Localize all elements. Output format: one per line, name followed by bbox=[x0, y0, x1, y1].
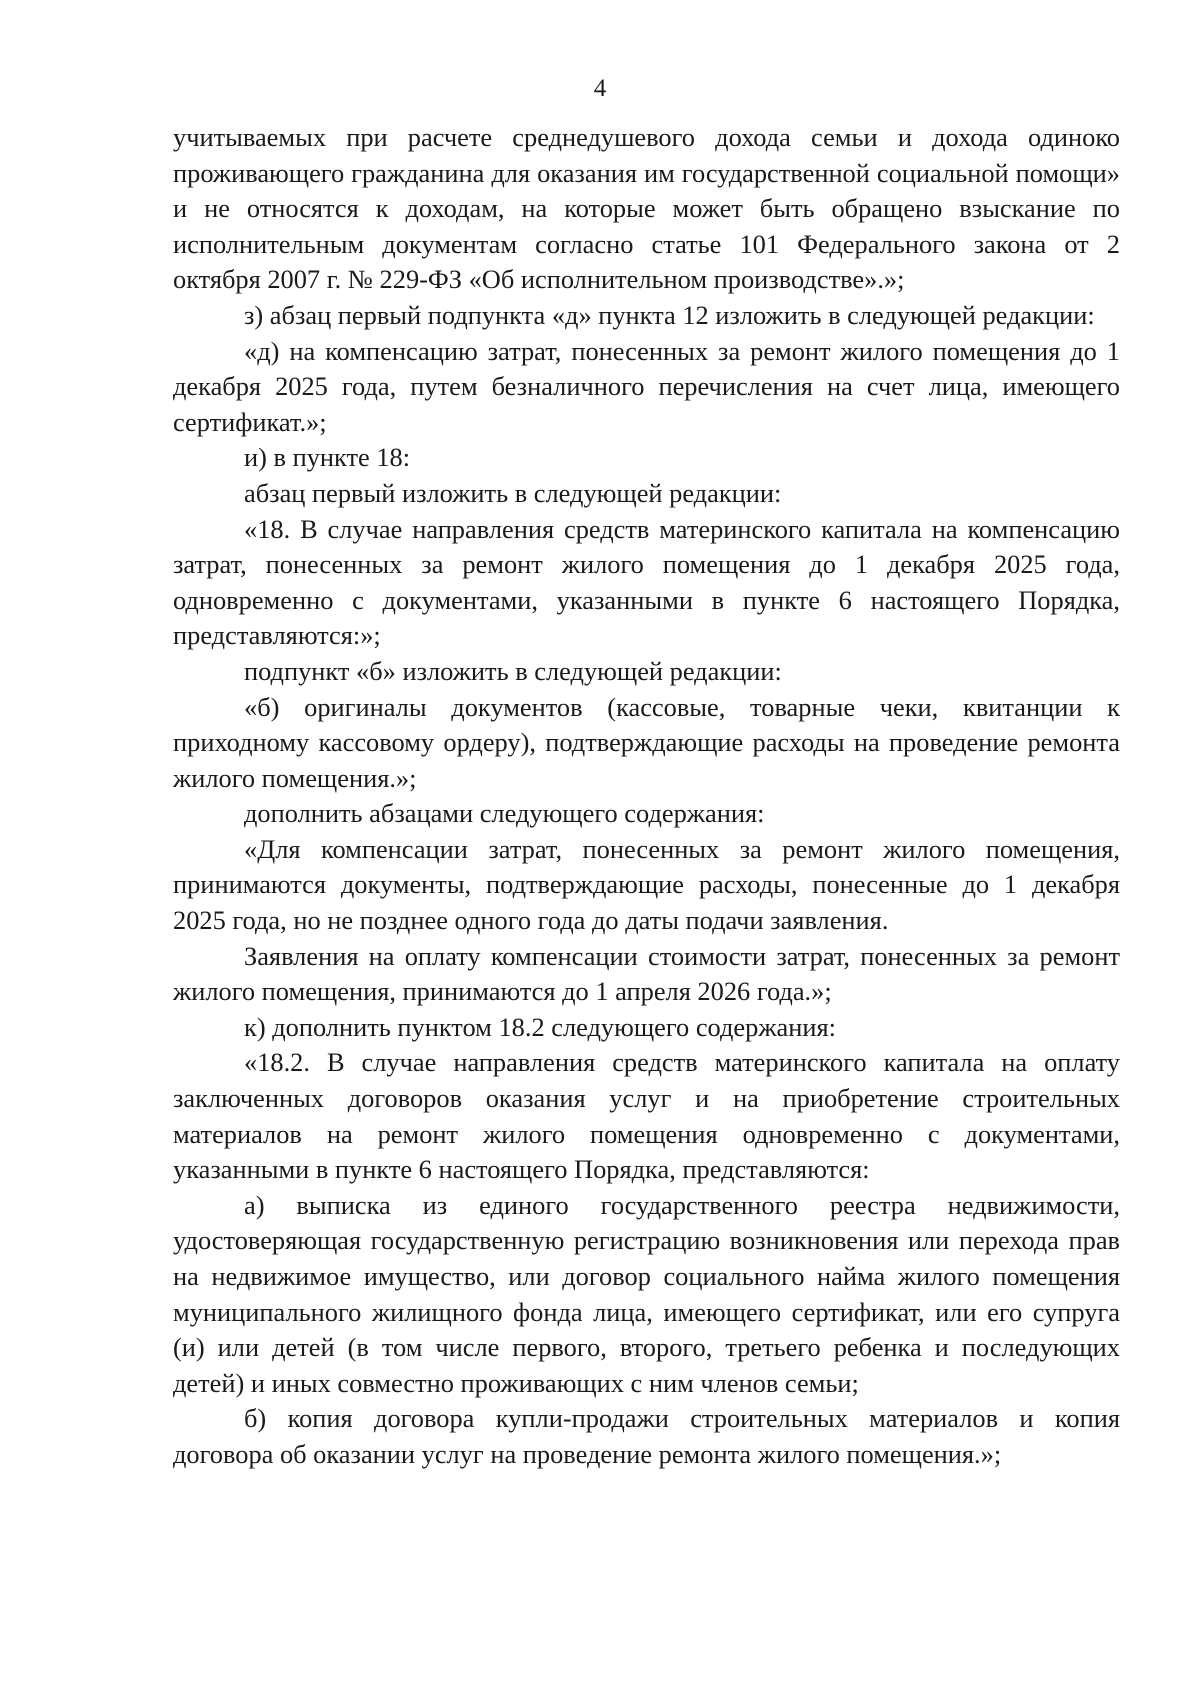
document-body bbox=[173, 120, 1120, 1473]
paragraph-11: Заявления на оплату компенсации стоимости затрат, понесенных за ремонт жилого помещения, принимаются до 1 апреля 2026 года.»; bbox=[173, 940, 1120, 1007]
paragraph-15: б) копия договора купли-продажи строительных материалов и копия договора об оказании услуг на проведение ремонта жилого помещения.»; bbox=[173, 1403, 1120, 1469]
paragraph-7: подпункт «б» изложить в следующей редакции: bbox=[244, 655, 782, 686]
paragraph-8: «б) оригиналы документов (кассовые, товарные чеки, квитанции к приходному кассовому ордеру), подтверждающие расходы на проведение ремонта жилого помещения.»; bbox=[173, 691, 1120, 793]
paragraph-13: «18.2. В случае направления средств материнского капитала на оплату заключенных договоров оказания услуг и на приобретение строительных материалов на ремонт жилого помещения одновременно с документами, указанными в пункте 6 настоящего Порядка, представляются: bbox=[173, 1047, 1120, 1185]
paragraph-1: учитываемых при расчете среднедушевого дохода семьи и дохода одиноко проживающего гражданина для оказания им государственной социальной помощи» и не относятся к доходам, на которые может быть обращено взыскание по исполнительным документам согласно статье 101 Федерального закона от 2 октября 2007 г. № 229-ФЗ «Об исполнительном производстве».»; bbox=[173, 122, 1120, 295]
paragraph-12: к) дополнить пунктом 18.2 следующего содержания: bbox=[244, 1011, 836, 1042]
paragraph-10: «Для компенсации затрат, понесенных за ремонт жилого помещения, принимаются документы, подтверждающие расходы, понесенные до 1 декабря 2025 года, но не позднее одного года до даты подачи заявления. bbox=[173, 833, 1120, 936]
paragraph-6: «18. В случае направления средств материнского капитала на компенсацию затрат, понесенных за ремонт жилого помещения до 1 декабря 2025 года, одновременно с документами, указанными в пункте 6 настоящего Порядка, представляются:»; bbox=[173, 513, 1120, 651]
paragraph-5: абзац первый изложить в следующей редакции: bbox=[244, 477, 782, 508]
paragraph-14: а) выписка из единого государственного реестра недвижимости, удостоверяющая государственную регистрацию возникновения или перехода прав на недвижимое имущество, или договор социального найма жилого помещения муниципального жилищного фонда лица, имеющего сертификат, или его супруга (и) или детей (в том числе первого, второго, третьего ребенка и последующих детей) и иных совместно проживающих с ним членов семьи; bbox=[173, 1189, 1120, 1398]
paragraph-4: и) в пункте 18: bbox=[244, 442, 411, 473]
page-number: 4 bbox=[593, 75, 607, 102]
paragraph-9: дополнить абзацами следующего содержания: bbox=[244, 798, 765, 829]
paragraph-2: з) абзац первый подпункта «д» пункта 12 изложить в следующей редакции: bbox=[244, 299, 1095, 330]
paragraph-3: «д) на компенсацию затрат, понесенных за ремонт жилого помещения до 1 декабря 2025 года, путем безналичного перечисления на счет лица, имеющего сертификат.»; bbox=[173, 335, 1120, 437]
